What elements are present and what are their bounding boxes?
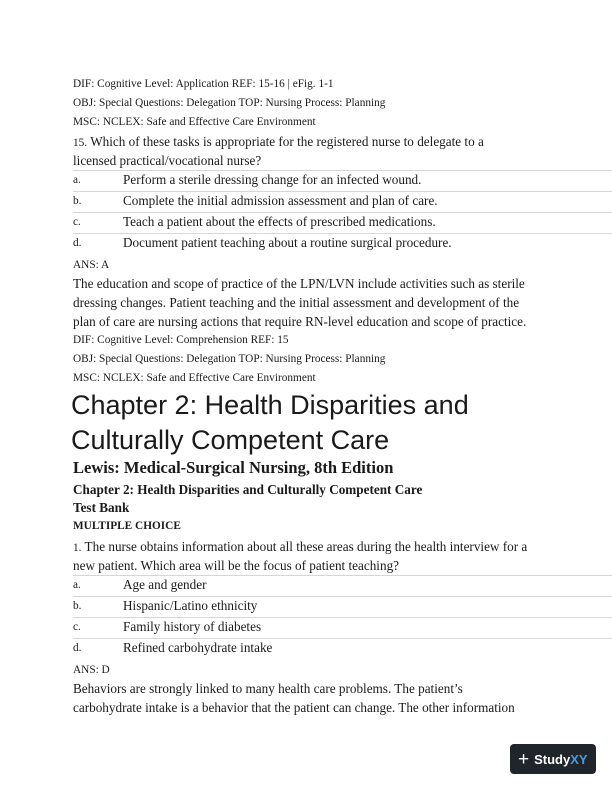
option-text: Teach a patient about the effects of prescribed medications. (123, 214, 436, 229)
brand-name: StudyXY (534, 751, 588, 767)
q1-stem (73, 539, 527, 555)
q15-rationale-line3: plan of care are nursing actions that require RN-level education and scope of practice. (73, 314, 527, 329)
option-text: Age and gender (123, 577, 207, 592)
option-text: Refined carbohydrate intake (123, 640, 273, 655)
q1-rationale-line1: Behaviors are strongly linked to many health care problems. The patient’s (73, 681, 463, 696)
option-text: Document patient teaching about a routine surgical procedure. (123, 235, 452, 250)
q15-option-c (73, 213, 612, 233)
q1-rationale-line2: carbohydrate intake is a behavior that the patient can change. The other information (73, 700, 515, 715)
q1-option-b (73, 597, 612, 617)
q1-stem-line1: The nurse obtains information about all these areas during the health interview for a (84, 539, 528, 554)
q1-option-a (73, 576, 612, 596)
q1-answer: ANS: D (73, 664, 110, 676)
plus-icon: + (518, 748, 530, 770)
option-letter: a. (73, 579, 81, 591)
q15-option-b (73, 192, 612, 212)
q15-dif: DIF: Cognitive Level: Comprehension REF: 15 (73, 334, 289, 346)
option-text: Complete the initial admission assessment and plan of care. (123, 193, 438, 208)
q15-stem-line1: Which of these tasks is appropriate for the registered nurse to delegate to a (90, 134, 484, 149)
q15-rationale-line2: dressing changes. Patient teaching and the initial assessment and development of the (73, 295, 520, 310)
option-text: Family history of diabetes (123, 619, 262, 634)
option-letter: c. (73, 216, 81, 228)
studyxy-badge[interactable] (510, 744, 596, 774)
option-letter: d. (73, 642, 82, 654)
option-text: Hispanic/Latino ethnicity (123, 598, 258, 613)
q15-msc: MSC: NCLEX: Safe and Effective Care Environment (73, 372, 316, 384)
q15-answer: ANS: A (73, 259, 110, 271)
q1-stem-line2: new patient. Which area will be the focus of patient teaching? (73, 558, 400, 573)
q1-number: 1. (73, 542, 82, 554)
test-bank-label: Test Bank (73, 500, 130, 515)
book-title: Lewis: Medical-Surgical Nursing, 8th Edition (73, 458, 394, 477)
q15-option-a (73, 171, 612, 191)
q15-number: 15. (73, 137, 88, 149)
q15-prev-dif: DIF: Cognitive Level: Application REF: 15-16 | eFig. 1-1 (73, 78, 334, 90)
q1-option-d (73, 639, 612, 659)
q15-stem-line2: licensed practical/vocational nurse? (73, 153, 262, 168)
q1-option-c (73, 618, 612, 638)
section-label: MULTIPLE CHOICE (73, 520, 181, 532)
option-letter: b. (73, 195, 82, 207)
chapter-subtitle: Chapter 2: Health Disparities and Culturally Competent Care (73, 482, 423, 497)
q15-stem (73, 134, 484, 150)
q15-rationale-line1: The education and scope of practice of the LPN/LVN include activities such as sterile (73, 276, 525, 291)
option-letter: b. (73, 600, 82, 612)
q15-option-d (73, 234, 612, 254)
option-letter: c. (73, 621, 81, 633)
q15-prev-msc: MSC: NCLEX: Safe and Effective Care Environment (73, 116, 316, 128)
option-letter: d. (73, 237, 82, 249)
option-letter: a. (73, 174, 81, 186)
chapter-heading-line1: Chapter 2: Health Disparities and (71, 390, 469, 420)
chapter-heading-line2: Culturally Competent Care (71, 425, 390, 455)
q15-obj: OBJ: Special Questions: Delegation TOP: Nursing Process: Planning (73, 353, 386, 365)
q15-prev-obj: OBJ: Special Questions: Delegation TOP: Nursing Process: Planning (73, 97, 386, 109)
option-text: Perform a sterile dressing change for an infected wound. (123, 172, 422, 187)
